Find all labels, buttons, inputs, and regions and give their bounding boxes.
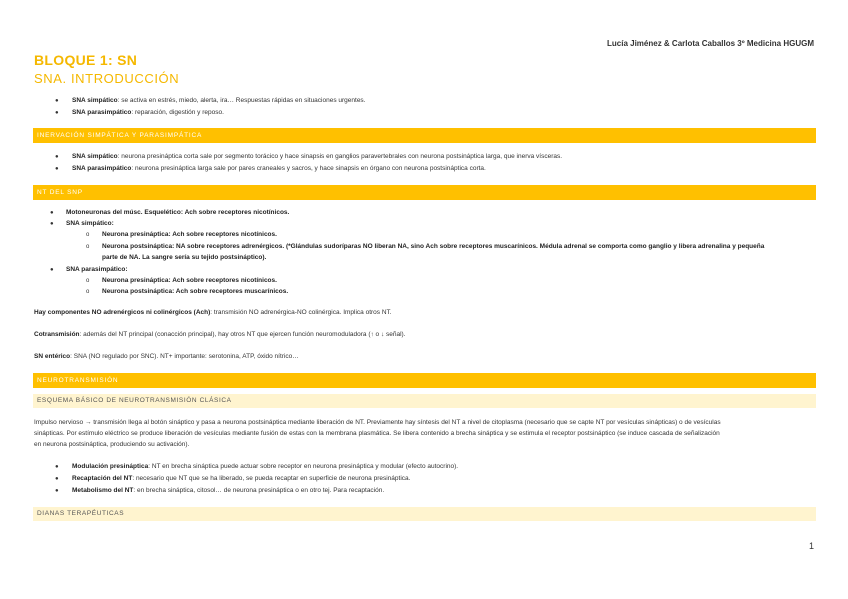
- list-item: SNA parasimpático: reparación, digestión y reposo.: [72, 109, 224, 116]
- subsection-heading: ESQUEMA BÁSICO DE NEUROTRANSMISIÓN CLÁSICA: [33, 394, 816, 408]
- list-item: SNA parasimpático: neurona presináptica larga sale por pares craneales y sacros, y hace sinapsis en órgano con neurona postsináptica corta.: [72, 165, 486, 172]
- author-line: Lucía Jiménez & Carlota Caballos 3º Medicina HGUGM: [607, 39, 814, 48]
- subsection-heading-dianas: DIANAS TERAPÉUTICAS: [33, 507, 816, 521]
- list-item: Neurona postsináptica: NA sobre receptores adrenérgicos. (*Glándulas sudoríparas NO liberan NA, sino Ach sobre receptores muscarínicos. Médula adrenal se comporta como ganglio y libera adrenalina y pequeña: [102, 243, 765, 250]
- bullet-icon: ●: [55, 464, 59, 470]
- bullet-icon: ●: [55, 110, 59, 116]
- circle-bullet-icon: o: [86, 244, 90, 250]
- list-item: Modulación presináptica: NT en brecha sináptica puede actuar sobre receptor en neurona presináptica y modular (efecto autocrino).: [72, 463, 459, 470]
- circle-bullet-icon: o: [86, 232, 90, 238]
- list-item: SNA simpático: neurona presináptica corta sale por segmento torácico y hace sinapsis en ganglios paravertebrales con neurona postsináptica larga, que inerva vísceras.: [72, 153, 563, 160]
- bullet-icon: ●: [55, 154, 59, 160]
- circle-bullet-icon: o: [86, 289, 90, 295]
- bullet-icon: ●: [50, 267, 54, 273]
- section-title: SNA. INTRODUCCIÓN: [34, 71, 180, 86]
- bullet-icon: ●: [55, 166, 59, 172]
- circle-bullet-icon: o: [86, 278, 90, 284]
- paragraph-nanc: Hay componentes NO adrenérgicos ni colinérgicos (Ach): transmisión NO adrenérgica-NO colinérgica. Implica otros NT.: [34, 309, 392, 316]
- section-band-inervacion: INERVACIÓN SIMPÁTICA Y PARASIMPÁTICA: [33, 128, 816, 143]
- list-item: Neurona presináptica: Ach sobre receptores nicotínicos.: [102, 277, 277, 284]
- list-item: Motoneuronas del músc. Esquelético: Ach sobre receptores nicotínicos.: [66, 209, 290, 216]
- list-item: Recaptación del NT: necesario que NT que se ha liberado, se pueda recaptar en superficie de neurona presináptica.: [72, 475, 411, 482]
- list-item: Metabolismo del NT: en brecha sináptica, citosol… de neurona presináptica o en otro tej. Para recaptación.: [72, 487, 385, 494]
- list-item-continuation: parte de NA. La sangre sería su tejido postsináptico).: [102, 254, 267, 261]
- bloque-title: BLOQUE 1: SN: [34, 52, 138, 68]
- paragraph-cotransmision: Cotransmisión: además del NT principal (conacción principal), hay otros NT que ejercen función neuromoduladora (↑ o ↓ señal).: [34, 331, 406, 338]
- paragraph-line: en neurona postsináptica, produciendo su activación).: [34, 441, 190, 448]
- list-item: Neurona presináptica: Ach sobre receptores nicotínicos.: [102, 231, 277, 238]
- paragraph-line: sinápticas. Por estímulo eléctrico se produce liberación de vesículas mediante fusión de estas con la membrana plasmática. Se libera contenido a brecha sináptica y se estimula el receptor postsináptico (se induce cascada de señalización: [34, 430, 720, 437]
- paragraph-line: Impulso nervioso → transmisión llega al botón sináptico y pasa a neurona postsináptica mediante liberación de NT. Previamente hay síntesis del NT a nivel de citoplasma (necesario que se capte NT por vesículas sinápticas) o de vesículas: [34, 419, 721, 426]
- list-item: SNA simpático: se activa en estrés, miedo, alerta, ira… Respuestas rápidas en situaciones urgentes.: [72, 97, 366, 104]
- page-number: 1: [808, 541, 814, 551]
- bullet-icon: ●: [55, 476, 59, 482]
- section-band-nt-snp: NT DEL SNP: [33, 185, 816, 200]
- bullet-icon: ●: [50, 221, 54, 227]
- bullet-icon: ●: [50, 210, 54, 216]
- list-item: Neurona postsináptica: Ach sobre receptores muscarínicos.: [102, 288, 289, 295]
- paragraph-sn-enterico: SN entérico: SNA (NO regulado por SNC). NT+ importante: serotonina, ATP, óxido nítrico…: [34, 353, 299, 360]
- bullet-icon: ●: [55, 488, 59, 494]
- bullet-icon: ●: [55, 98, 59, 104]
- list-item: SNA parasimpático:: [66, 266, 128, 273]
- list-item: SNA simpático:: [66, 220, 114, 227]
- section-band-neurotransmision: NEUROTRANSMISIÓN: [33, 373, 816, 388]
